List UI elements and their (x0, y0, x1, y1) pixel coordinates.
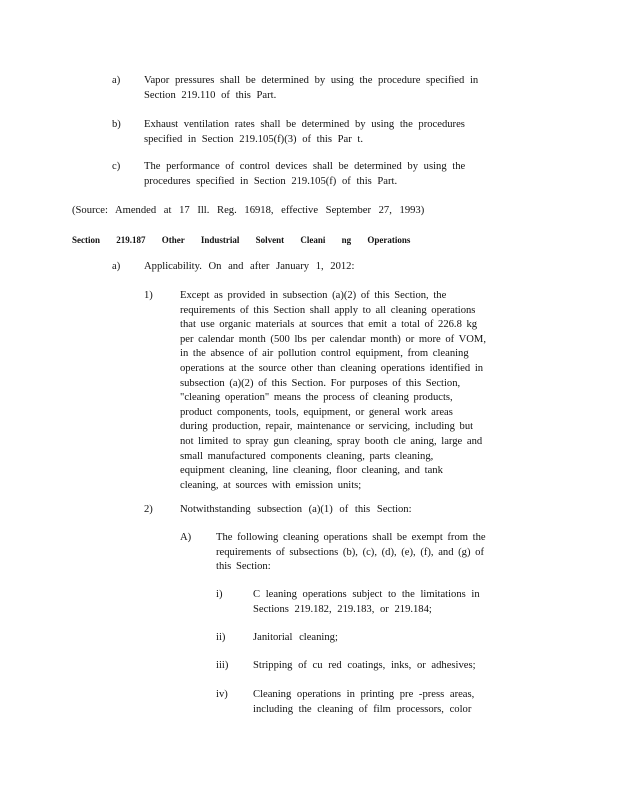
item-i-label: i) (216, 589, 223, 600)
item-i-text: C leaning operations subject to the limitations in Sections 219.182, 219.183, or 219.184; (253, 589, 480, 615)
item-ii-text: Janitorial cleaning; (253, 632, 338, 643)
item-a-label: a) (112, 75, 121, 86)
para-2-text: Notwithstanding subsection (a)(1) of this Section: (180, 504, 412, 515)
sub-a-text: Applicability. On and after January 1, 2012: (144, 261, 355, 272)
item-iii-label: iii) (216, 660, 229, 671)
para-1-text: Except as provided in subsection (a)(2) of this Section, the requirements of this Section shall apply to all cleaning operations that use organic materials at sources that emit a total of 226.8 kg per calendar month (500 lbs per calendar month) or more of VOM, in the absence of air pollution control equipment, from cleaning operations at the source other than cleaning operations identified in subsection (a)(2) of this Section. For purposes of this Section, "cleaning operation" means the process of cleaning products, product components, tools, equipment, or general work areas during production, repair, maintenance or servicing, including but not limited to spray gun cleaning, spray booth cle aning, large and small manufactured components cleaning, parts cleaning, equipment cleaning, line cleaning, floor cleaning, and tank cleaning, at sources with emission units; (180, 290, 486, 491)
item-c-label: c) (112, 161, 121, 172)
item-iv-label: iv) (216, 689, 228, 700)
item-ii-label: ii) (216, 632, 226, 643)
section-heading: Section 219.187 Other Industrial Solvent Cleani ng Operations (72, 235, 411, 245)
item-b-label: b) (112, 119, 121, 130)
para-A-label: A) (180, 532, 192, 543)
sub-a-label: a) (112, 261, 121, 272)
item-a-text: Vapor pressures shall be determined by using the procedure specified in Section 219.110 of this Part. (144, 75, 479, 101)
item-iii-text: Stripping of cu red coatings, inks, or adhesives; (253, 660, 476, 671)
item-iv-text: Cleaning operations in printing pre -press areas, including the cleaning of film processors, color (253, 689, 475, 715)
item-b-text: Exhaust ventilation rates shall be determined by using the procedures specified in Section 219.105(f)(3) of this Par t. (144, 119, 465, 145)
source-note: (Source: Amended at 17 Ill. Reg. 16918, effective September 27, 1993) (72, 205, 425, 216)
para-1-label: 1) (144, 290, 153, 301)
item-c-text: The performance of control devices shall be determined by using the procedures specified in Section 219.105(f) of this Part. (144, 161, 466, 187)
para-2-label: 2) (144, 504, 153, 515)
para-A-text: The following cleaning operations shall be exempt from the requirements of subsections (b), (c), (d), (e), (f), and (g) of this Section: (216, 532, 486, 573)
